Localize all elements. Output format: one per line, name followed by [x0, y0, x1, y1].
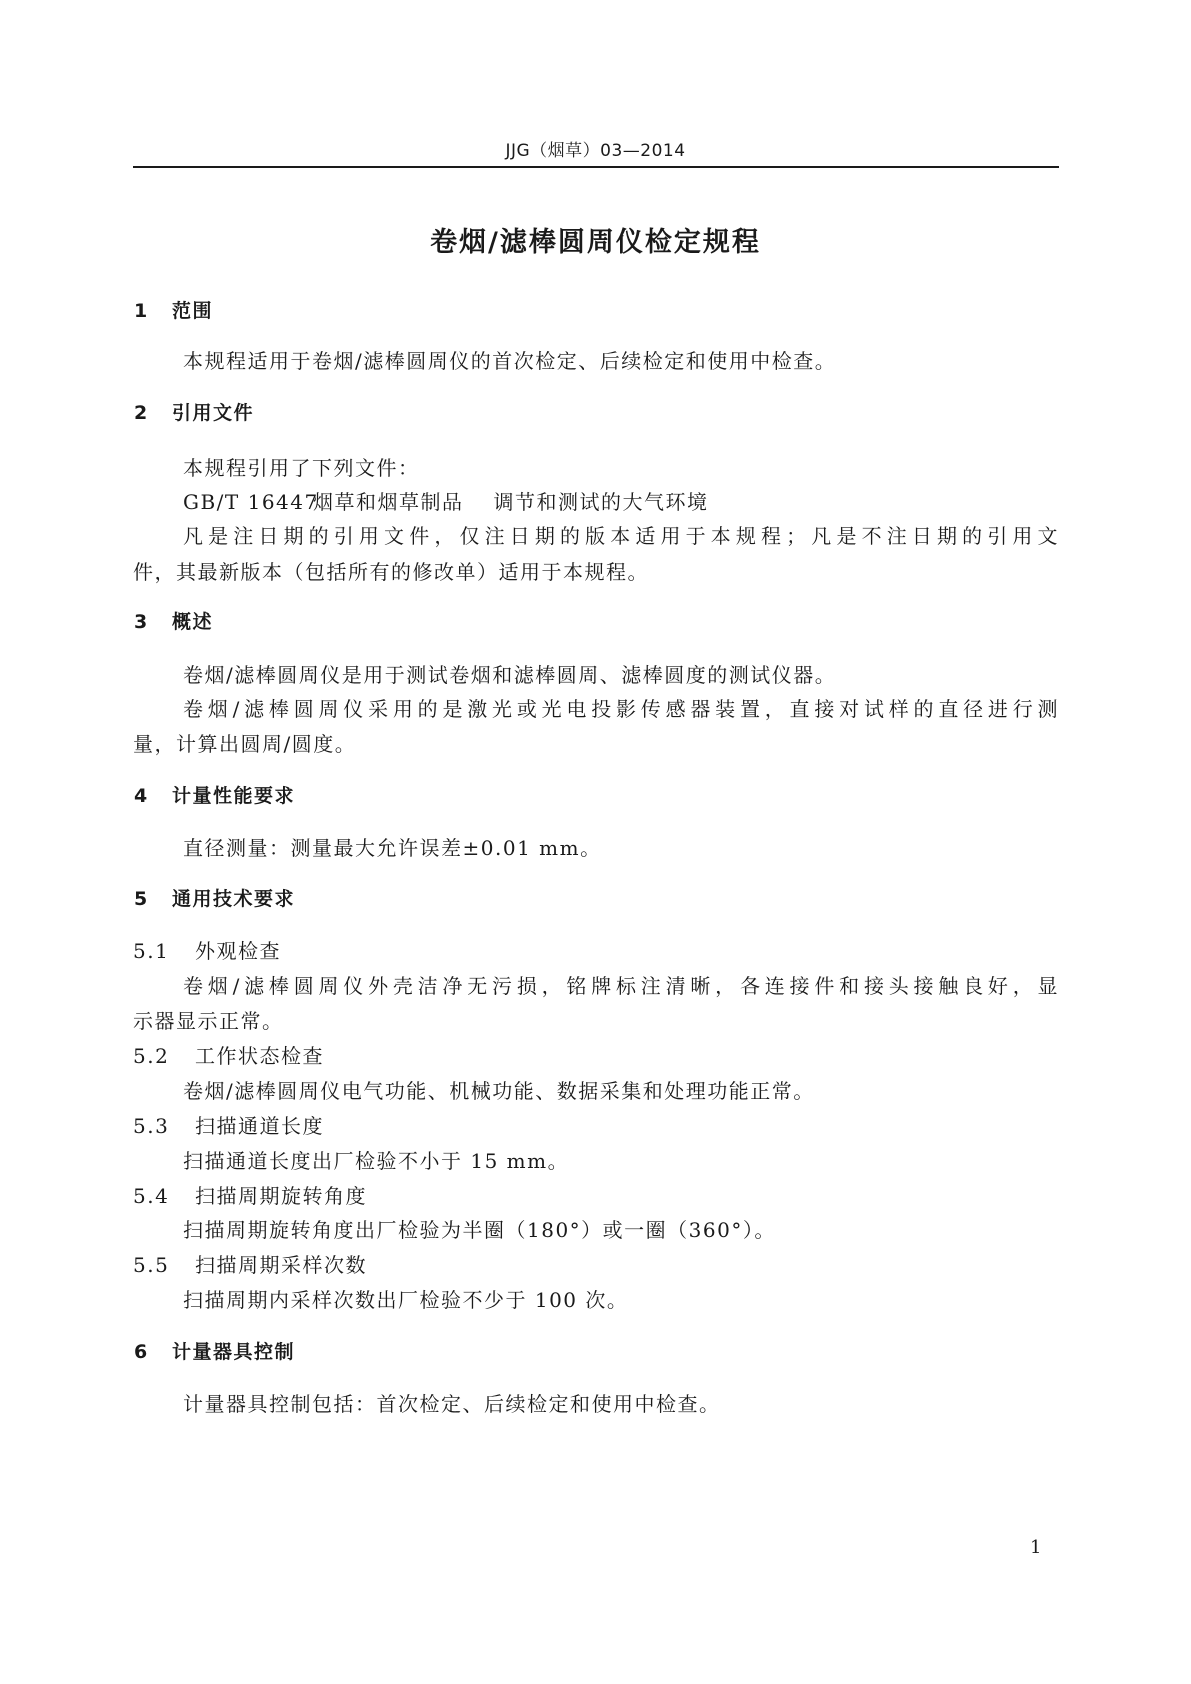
- page-number: 1: [1030, 1537, 1042, 1558]
- section-number: 4: [134, 785, 149, 807]
- paragraph-line: 卷烟/滤棒圆周仪电气功能、机械功能、数据采集和处理功能正常。: [183, 1079, 815, 1103]
- section-2-heading: [134, 398, 254, 425]
- section-number: 3: [134, 611, 149, 633]
- reference-title-part2: 调节和测试的大气环境: [493, 490, 709, 514]
- paragraph-line: 卷烟/滤棒圆周仪外壳洁净无污损，铭牌标注清晰，各连接件和接头接触良好，显: [183, 974, 1059, 998]
- subsection-title: 工作状态检查: [195, 1044, 324, 1068]
- reference-title-part1: 烟草和烟草制品: [313, 490, 464, 514]
- subsection-number: 5.5: [133, 1253, 170, 1277]
- section-title: 概述: [172, 611, 214, 633]
- section-number: 1: [134, 300, 149, 322]
- section-1-heading: [134, 296, 213, 323]
- document-title: 卷烟/滤棒圆周仪检定规程: [430, 227, 761, 258]
- paragraph: 本规程引用了下列文件：: [183, 456, 420, 480]
- paragraph-line: 件，其最新版本（包括所有的修改单）适用于本规程。: [133, 560, 649, 584]
- subsection-number: 5.1: [133, 939, 170, 963]
- subsection-5-5-heading: [133, 1249, 367, 1278]
- header-rule: [133, 166, 1059, 168]
- subsection-title: 外观检查: [195, 939, 281, 963]
- subsection-number: 5.2: [133, 1044, 170, 1068]
- section-title: 引用文件: [172, 402, 255, 424]
- subsection-number: 5.4: [133, 1184, 170, 1208]
- paragraph: 计量器具控制包括：首次检定、后续检定和使用中检查。: [183, 1392, 721, 1416]
- section-4-heading: [134, 781, 295, 808]
- paragraph: 直径测量：测量最大允许误差±0.01 mm。: [183, 836, 602, 860]
- paragraph-line: 扫描通道长度出厂检验不小于 15 mm。: [183, 1149, 570, 1173]
- section-number: 5: [134, 888, 149, 910]
- section-3-heading: [134, 607, 213, 634]
- section-title: 范围: [172, 300, 214, 322]
- paragraph-line: 卷烟/滤棒圆周仪采用的是激光或光电投影传感器装置，直接对试样的直径进行测: [183, 697, 1059, 721]
- paragraph-line: 凡是注日期的引用文件，仅注日期的版本适用于本规程；凡是不注日期的引用文: [183, 524, 1059, 548]
- reference-code: GB/T 16447: [183, 490, 319, 514]
- subsection-5-2-heading: [133, 1040, 324, 1069]
- section-number: 2: [134, 402, 149, 424]
- subsection-5-3-heading: [133, 1110, 324, 1139]
- paragraph-line: 扫描周期旋转角度出厂检验为半圈（180°）或一圈（360°）。: [183, 1218, 776, 1242]
- section-title: 计量器具控制: [172, 1341, 296, 1363]
- subsection-title: 扫描周期采样次数: [195, 1253, 367, 1277]
- reference-entry: [183, 486, 709, 515]
- section-5-heading: [134, 884, 295, 911]
- running-header: JJG（烟草）03—2014: [505, 141, 686, 161]
- paragraph-line: 量，计算出圆周/圆度。: [133, 732, 357, 756]
- section-title: 通用技术要求: [172, 888, 296, 910]
- section-6-heading: [134, 1337, 295, 1364]
- subsection-5-1-heading: [133, 935, 281, 964]
- paragraph: 卷烟/滤棒圆周仪是用于测试卷烟和滤棒圆周、滤棒圆度的测试仪器。: [183, 663, 837, 687]
- section-title: 计量性能要求: [172, 785, 296, 807]
- paragraph: 本规程适用于卷烟/滤棒圆周仪的首次检定、后续检定和使用中检查。: [183, 349, 837, 373]
- paragraph-line: 示器显示正常。: [133, 1009, 284, 1033]
- section-number: 6: [134, 1341, 149, 1363]
- subsection-5-4-heading: [133, 1180, 367, 1209]
- subsection-number: 5.3: [133, 1114, 170, 1138]
- paragraph-line: 扫描周期内采样次数出厂检验不少于 100 次。: [183, 1288, 629, 1312]
- subsection-title: 扫描通道长度: [195, 1114, 324, 1138]
- subsection-title: 扫描周期旋转角度: [195, 1184, 367, 1208]
